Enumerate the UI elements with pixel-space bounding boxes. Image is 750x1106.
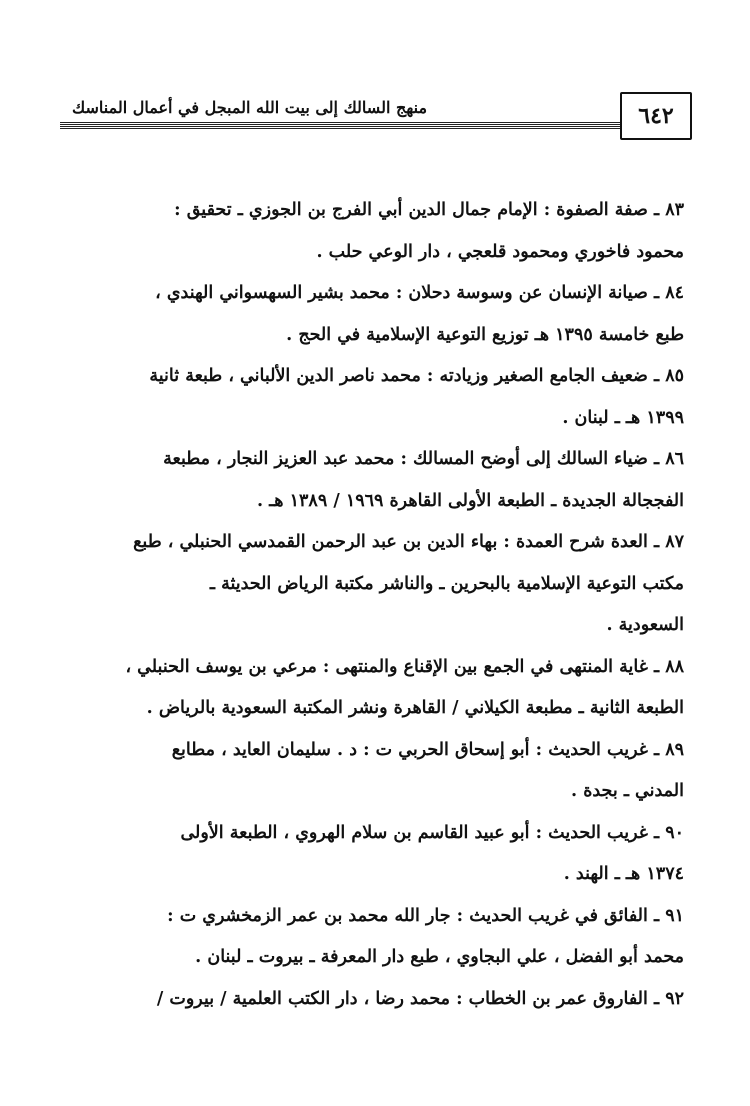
entry-line: الطبعة الثانية ـ مطبعة الكيلاني / القاهرة ونشر المكتبة السعودية بالرياض . bbox=[146, 698, 684, 718]
entry-line: ٨٧ ـ العدة شرح العمدة : بهاء الدين بن عبد الرحمن القمدسي الحنبلي ، طبع bbox=[133, 532, 684, 552]
bibliography-entry-84 bbox=[68, 273, 684, 356]
bibliography-entry-87 bbox=[68, 522, 684, 647]
entry-line: ١٣٧٤ هـ ـ الهند . bbox=[563, 864, 684, 884]
entry-line: ٨٥ ـ ضعيف الجامع الصغير وزيادته : محمد ناصر الدين الألباني ، طبعة ثانية bbox=[149, 366, 684, 386]
entry-line: المدني ـ بجدة . bbox=[571, 781, 684, 801]
entry-line: ٨٦ ـ ضياء السالك إلى أوضح المسالك : محمد عبد العزيز النجار ، مطبعة bbox=[163, 449, 684, 469]
entry-line: السعودية . bbox=[606, 615, 684, 635]
entry-line: ٩٢ ـ الفاروق عمر بن الخطاب : محمد رضا ، دار الكتب العلمية / بيروت / bbox=[156, 988, 684, 1009]
bibliography-entry-90 bbox=[68, 813, 684, 896]
bibliography-entry-83 bbox=[68, 190, 684, 273]
entry-line: الفججالة الجديدة ـ الطبعة الأولى القاهرة ١٩٦٩ / ١٣٨٩ هـ . bbox=[256, 490, 684, 511]
entry-line: ٨٤ ـ صيانة الإنسان عن وسوسة دحلان : محمد بشير السهسواني الهندي ، bbox=[155, 283, 684, 303]
bibliography-list bbox=[68, 190, 684, 1020]
entry-line: ٨٩ ـ غريب الحديث : أبو إسحاق الحربي ت : د . سليمان العايد ، مطابع bbox=[171, 739, 684, 760]
header-rule bbox=[60, 122, 620, 130]
entry-line: ٨٨ ـ غاية المنتهى في الجمع بين الإقناع والمنتهى : مرعي بن يوسف الحنبلي ، bbox=[125, 656, 684, 677]
entry-line: ٩٠ ـ غريب الحديث : أبو عبيد القاسم بن سلام الهروي ، الطبعة الأولى bbox=[180, 822, 684, 843]
bibliography-entry-88 bbox=[68, 647, 684, 730]
page-header bbox=[62, 92, 692, 138]
entry-line: ١٣٩٩ هـ ـ لبنان . bbox=[562, 407, 684, 428]
entry-line: محمود فاخوري ومحمود قلعجي ، دار الوعي حلب . bbox=[316, 241, 684, 262]
bibliography-entry-85 bbox=[68, 356, 684, 439]
entry-line: ٩١ ـ الفائق في غريب الحديث : جار الله محمد بن عمر الزمخشري ت : bbox=[167, 905, 684, 926]
entry-line: ٨٣ ـ صفة الصفوة : الإمام جمال الدين أبي الفرج بن الجوزي ـ تحقيق : bbox=[174, 200, 684, 220]
entry-line: طبع خامسة ١٣٩٥ هـ توزيع التوعية الإسلامية في الحج . bbox=[286, 324, 684, 345]
entry-line: محمد أبو الفضل ، علي البجاوي ، طبع دار المعرفة ـ بيروت ـ لبنان . bbox=[195, 947, 684, 967]
entry-line: مكتب التوعية الإسلامية بالبحرين ـ والناشر مكتبة الرياض الحديثة ـ bbox=[209, 573, 684, 594]
bibliography-entry-89 bbox=[68, 730, 684, 813]
bibliography-entry-86 bbox=[68, 439, 684, 522]
bibliography-entry-91 bbox=[68, 896, 684, 979]
bibliography-entry-92 bbox=[68, 979, 684, 1021]
page-number: ٦٤٢ bbox=[620, 92, 692, 140]
running-title: منهج السالك إلى بيت الله المبجل في أعمال المناسك bbox=[72, 98, 428, 117]
